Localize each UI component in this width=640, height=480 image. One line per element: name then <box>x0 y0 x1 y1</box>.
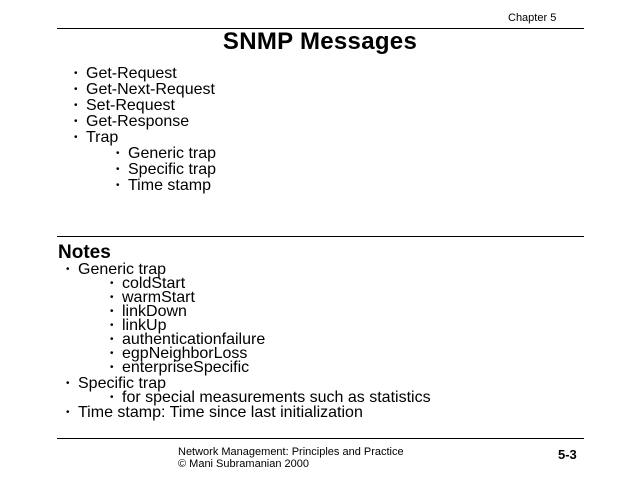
bullet-icon: • <box>74 100 78 111</box>
list-item: • Time stamp <box>116 177 211 194</box>
footer-divider <box>57 438 584 439</box>
list-item: • Generic trap <box>66 261 167 278</box>
footer-book-title: Network Management: Principles and Practice <box>178 446 404 458</box>
chapter-label: Chapter 5 <box>508 12 557 24</box>
bullet-icon: • <box>116 164 120 175</box>
list-item: • enterpriseSpecific <box>110 359 250 376</box>
bullet-icon: • <box>110 292 114 303</box>
list-item: • warmStart <box>110 289 195 306</box>
bullet-icon: • <box>116 180 120 191</box>
bullet-icon: • <box>66 407 70 418</box>
bullet-icon: • <box>110 278 114 289</box>
bullet-icon: • <box>74 116 78 127</box>
list-item: • Generic trap <box>116 145 217 162</box>
list-item: • Time stamp: Time since last initialization <box>66 404 363 421</box>
bullet-icon: • <box>116 148 120 159</box>
page-number: 5-3 <box>558 447 577 462</box>
bullet-icon: • <box>110 362 114 373</box>
bullet-icon: • <box>66 264 70 275</box>
bullet-icon: • <box>110 334 114 345</box>
bullet-icon: • <box>110 320 114 331</box>
bullet-icon: • <box>110 348 114 359</box>
list-item: • authenticationfailure <box>110 331 266 348</box>
bullet-icon: • <box>110 306 114 317</box>
list-item: • Get-Next-Request <box>74 81 215 98</box>
list-item: • Trap <box>74 129 119 146</box>
bullet-icon: • <box>66 378 70 389</box>
bullet-icon: • <box>74 84 78 95</box>
list-item: • coldStart <box>110 275 186 292</box>
bullet-icon: • <box>110 392 114 403</box>
list-item: • Get-Request <box>74 65 177 82</box>
list-item: • Specific trap <box>116 161 217 178</box>
list-item: • egpNeighborLoss <box>110 345 248 362</box>
list-item: • for special measurements such as statistics <box>110 389 431 406</box>
bullet-icon: • <box>74 132 78 143</box>
list-item: • Set-Request <box>74 97 175 114</box>
list-item: • Get-Response <box>74 113 190 130</box>
list-item: • linkUp <box>110 317 167 334</box>
list-item: • Specific trap <box>66 375 167 392</box>
footer-copyright: © Mani Subramanian 2000 <box>178 458 310 470</box>
notes-divider <box>57 236 584 237</box>
slide-title: SNMP Messages <box>222 28 418 55</box>
list-item: • linkDown <box>110 303 187 320</box>
bullet-icon: • <box>74 68 78 79</box>
notes-heading: Notes <box>58 242 111 263</box>
